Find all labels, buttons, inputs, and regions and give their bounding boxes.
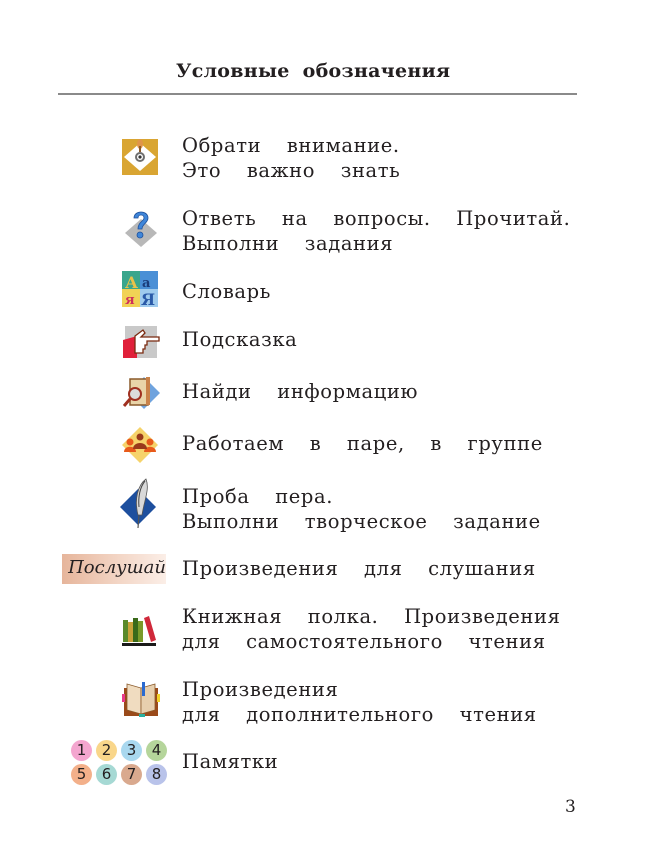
- legend-text-line: Книжная полка. Произведения: [182, 605, 561, 628]
- find-information-magnifier-icon: [120, 373, 160, 413]
- svg-text:Я: Я: [141, 290, 156, 309]
- legend-text-line: Выполни задания: [182, 232, 394, 255]
- memo-number-badge: 6: [96, 764, 117, 785]
- svg-text:а: а: [142, 276, 151, 291]
- legend-text-line: Это важно знать: [182, 159, 401, 182]
- memo-number-badge: 1: [71, 740, 92, 761]
- question-icon: [121, 207, 161, 247]
- legend-text-line: Произведения: [182, 678, 339, 701]
- hint-pointing-hand-icon: [121, 322, 161, 362]
- numbered-memos-icon: [71, 740, 167, 788]
- memo-number-badge: 2: [96, 740, 117, 761]
- quill-pen-icon: [118, 477, 164, 529]
- listen-label-text: Послушай: [68, 557, 166, 578]
- bookshelf-icon: [122, 612, 162, 652]
- legend-text-line: Ответь на вопросы. Прочитай.: [182, 207, 571, 230]
- page-number: 3: [565, 797, 576, 817]
- attention-icon: [121, 136, 161, 176]
- legend-text-line: Работаем в паре, в группе: [182, 432, 543, 455]
- legend-text-line: Памятки: [182, 750, 279, 773]
- svg-text:я: я: [125, 293, 135, 308]
- listen-label: [62, 554, 166, 584]
- group-work-icon: [120, 425, 160, 465]
- legend-text-line: для дополнительного чтения: [182, 703, 537, 726]
- svg-text:А: А: [125, 273, 139, 292]
- legend-text-line: Найди информацию: [182, 380, 419, 403]
- page-title-text: Условные обозначения: [176, 60, 451, 82]
- memo-number-badge: 4: [146, 740, 167, 761]
- legend-text-line: Произведения для слушания: [182, 557, 536, 580]
- legend-text-line: Обрати внимание.: [182, 134, 400, 157]
- memo-number-badge: 8: [146, 764, 167, 785]
- memo-number-badge: 5: [71, 764, 92, 785]
- legend-text-line: Словарь: [182, 280, 271, 303]
- legend-text-line: Подсказка: [182, 328, 298, 351]
- dictionary-icon: [122, 271, 162, 311]
- memo-number-badge: 3: [121, 740, 142, 761]
- memo-number-badge: 7: [121, 764, 142, 785]
- legend-text-line: Проба пера.: [182, 485, 334, 508]
- title-divider: [58, 93, 577, 95]
- open-book-icon: [120, 678, 164, 720]
- legend-text-line: для самостоятельного чтения: [182, 630, 546, 653]
- legend-text-line: Выполни творческое задание: [182, 510, 541, 533]
